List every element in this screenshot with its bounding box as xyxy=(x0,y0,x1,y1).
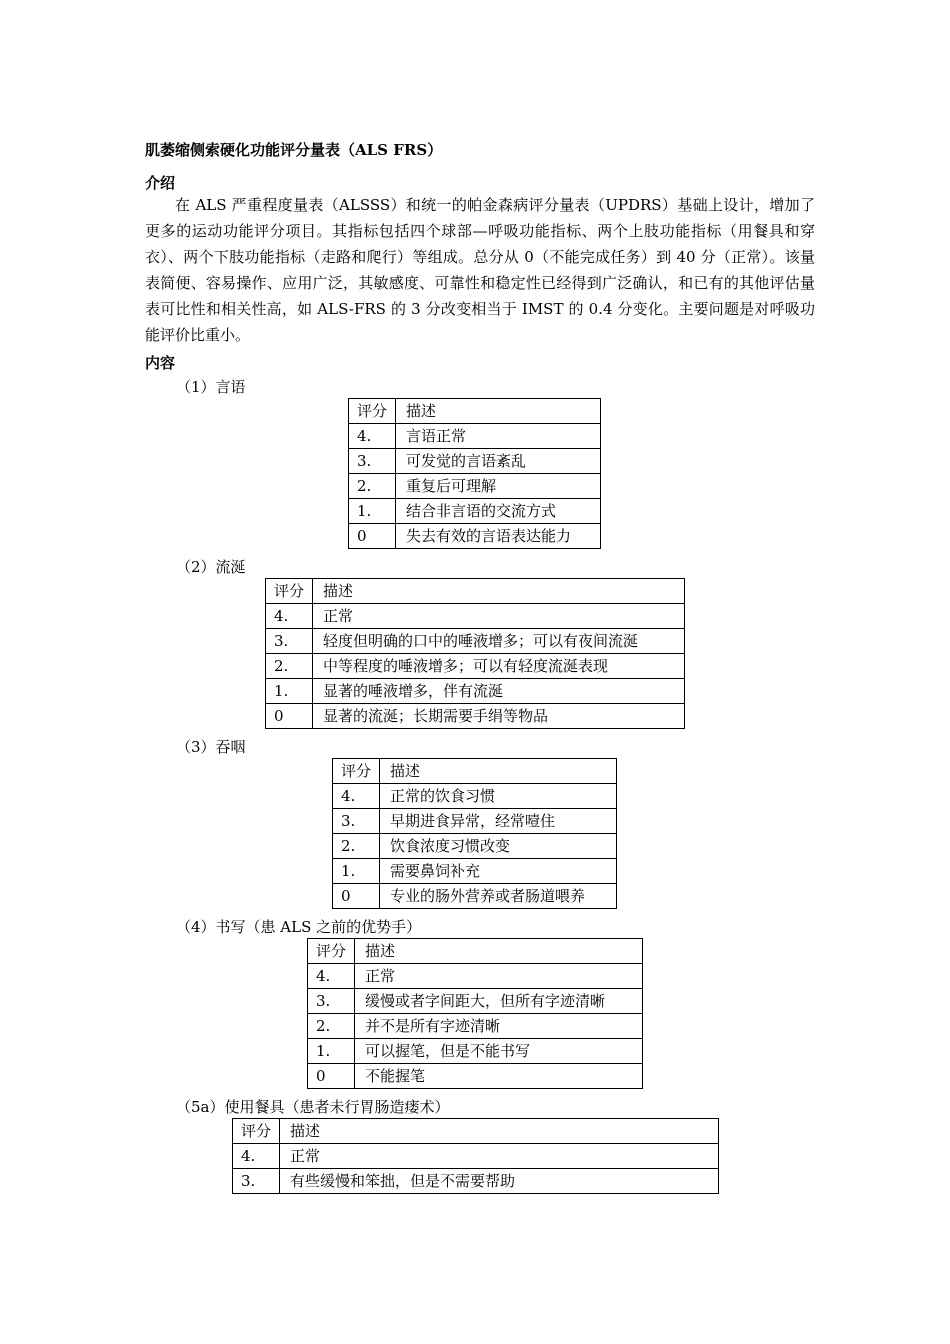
description-cell: 显著的唾液增多，伴有流涎 xyxy=(313,679,685,704)
score-cell: 1. xyxy=(266,679,313,704)
score-cell: 0 xyxy=(333,884,380,909)
header-description: 描述 xyxy=(380,759,617,784)
description-cell: 正常 xyxy=(355,964,643,989)
header-score: 评分 xyxy=(333,759,380,784)
header-score: 评分 xyxy=(349,399,396,424)
description-cell: 需要鼻饲补充 xyxy=(380,859,617,884)
description-cell: 言语正常 xyxy=(396,424,601,449)
description-cell: 并不是所有字迹清晰 xyxy=(355,1014,643,1039)
table-row xyxy=(308,989,643,1014)
table-row xyxy=(308,1039,643,1064)
score-cell: 3. xyxy=(349,449,396,474)
score-cell: 1. xyxy=(349,499,396,524)
table-header-row xyxy=(308,939,643,964)
description-cell: 正常 xyxy=(280,1144,719,1169)
description-cell: 早期进食异常，经常噎住 xyxy=(380,809,617,834)
content-heading: 内容 xyxy=(145,354,176,372)
description-cell: 不能握笔 xyxy=(355,1064,643,1089)
score-cell: 1. xyxy=(333,859,380,884)
table-row xyxy=(333,859,617,884)
header-description: 描述 xyxy=(396,399,601,424)
table-row xyxy=(349,499,601,524)
description-cell: 可发觉的言语紊乱 xyxy=(396,449,601,474)
section-label-utensils: （5a）使用餐具（患者未行胃肠造瘘术） xyxy=(176,1098,450,1116)
score-table-swallowing xyxy=(332,758,617,909)
score-cell: 2. xyxy=(333,834,380,859)
score-cell: 2. xyxy=(308,1014,355,1039)
table-row xyxy=(308,1014,643,1039)
header-description: 描述 xyxy=(313,579,685,604)
table-row xyxy=(349,524,601,549)
score-cell: 4. xyxy=(349,424,396,449)
score-cell: 3. xyxy=(266,629,313,654)
description-cell: 重复后可理解 xyxy=(396,474,601,499)
description-cell: 正常 xyxy=(313,604,685,629)
header-description: 描述 xyxy=(280,1119,719,1144)
description-cell: 缓慢或者字间距大，但所有字迹清晰 xyxy=(355,989,643,1014)
score-table-drooling xyxy=(265,578,685,729)
description-cell: 失去有效的言语表达能力 xyxy=(396,524,601,549)
score-cell: 0 xyxy=(266,704,313,729)
section-label-drooling: （2）流涎 xyxy=(176,558,246,576)
score-cell: 4. xyxy=(266,604,313,629)
score-cell: 0 xyxy=(308,1064,355,1089)
header-score: 评分 xyxy=(308,939,355,964)
table-header-row xyxy=(233,1119,719,1144)
score-cell: 3. xyxy=(233,1169,280,1194)
score-cell: 4. xyxy=(233,1144,280,1169)
table-row xyxy=(333,784,617,809)
score-cell: 3. xyxy=(333,809,380,834)
table-header-row xyxy=(333,759,617,784)
intro-paragraph: 在 ALS 严重程度量表（ALSSS）和统一的帕金森病评分量表（UPDRS）基础上设计，增加了更多的运动功能评分项目。其指标包括四个球部—呼吸功能指标、两个上肢功能指标（用餐具和穿衣）、两个下肢功能指标（走路和爬行）等组成。总分从 0（不能完成任务）到 40 分（正常）。该量表简便、容易操作、应用广泛，其敏感度、可靠性和稳定性已经得到广泛确认，和已有的其他评估量表可比性和相关性高，如 ALS-FRS 的 3 分改变相当于 IMST 的 0.4 分变化。主要问题是对呼吸功能评价比重小。 xyxy=(145,196,815,344)
table-row xyxy=(349,449,601,474)
section-label-speech: （1）言语 xyxy=(176,378,246,396)
score-cell: 2. xyxy=(266,654,313,679)
score-cell: 0 xyxy=(349,524,396,549)
description-cell: 轻度但明确的口中的唾液增多；可以有夜间流涎 xyxy=(313,629,685,654)
table-row xyxy=(233,1144,719,1169)
section-label-handwriting: （4）书写（患 ALS 之前的优势手） xyxy=(176,918,422,936)
table-header-row xyxy=(266,579,685,604)
description-cell: 正常的饮食习惯 xyxy=(380,784,617,809)
header-description: 描述 xyxy=(355,939,643,964)
table-row xyxy=(333,809,617,834)
table-row xyxy=(266,704,685,729)
description-cell: 中等程度的唾液增多；可以有轻度流涎表现 xyxy=(313,654,685,679)
table-row xyxy=(308,964,643,989)
table-row xyxy=(266,629,685,654)
header-score: 评分 xyxy=(266,579,313,604)
table-row xyxy=(349,424,601,449)
score-table-utensils xyxy=(232,1118,719,1194)
description-cell: 有些缓慢和笨拙，但是不需要帮助 xyxy=(280,1169,719,1194)
description-cell: 显著的流涎；长期需要手绢等物品 xyxy=(313,704,685,729)
description-cell: 可以握笔，但是不能书写 xyxy=(355,1039,643,1064)
score-cell: 4. xyxy=(333,784,380,809)
score-cell: 4. xyxy=(308,964,355,989)
section-label-swallowing: （3）吞咽 xyxy=(176,738,246,756)
table-row xyxy=(333,884,617,909)
table-row xyxy=(266,654,685,679)
table-row xyxy=(233,1169,719,1194)
table-row xyxy=(266,679,685,704)
table-row xyxy=(349,474,601,499)
score-table-handwriting xyxy=(307,938,643,1089)
score-cell: 1. xyxy=(308,1039,355,1064)
score-table-speech xyxy=(348,398,601,549)
table-row xyxy=(333,834,617,859)
score-cell: 2. xyxy=(349,474,396,499)
document-title: 肌萎缩侧索硬化功能评分量表（ALS FRS） xyxy=(145,141,443,159)
table-header-row xyxy=(349,399,601,424)
description-cell: 结合非言语的交流方式 xyxy=(396,499,601,524)
header-score: 评分 xyxy=(233,1119,280,1144)
intro-heading: 介绍 xyxy=(145,174,176,192)
description-cell: 专业的肠外营养或者肠道喂养 xyxy=(380,884,617,909)
score-cell: 3. xyxy=(308,989,355,1014)
table-row xyxy=(266,604,685,629)
description-cell: 饮食浓度习惯改变 xyxy=(380,834,617,859)
table-row xyxy=(308,1064,643,1089)
